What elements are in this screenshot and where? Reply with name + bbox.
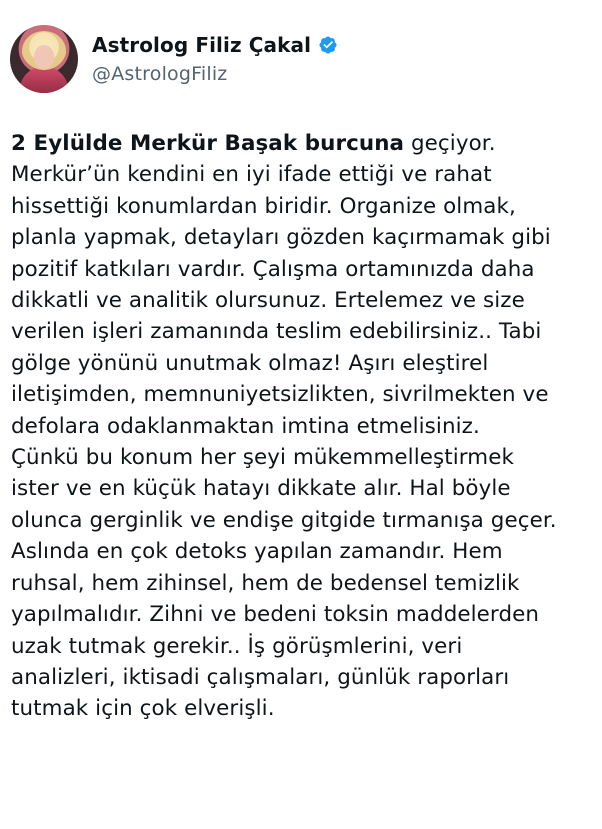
tweet-text-line: gölge yönünü unutmak olmaz! Aşırı eleştirel: [11, 350, 489, 376]
tweet-text-bold-intro: 2 Eylülde Merkür Başak burcuna: [11, 131, 405, 156]
tweet-text-line: dikkatli ve analitik olursunuz. Ertelemez ve size: [11, 288, 525, 314]
tweet-text-line: iletişimden, memnuniyetsizlikten, sivrilmekten ve: [11, 382, 549, 408]
author-handle[interactable]: @AstrologFiliz: [92, 63, 228, 85]
tweet-text-line: hissettiği konumlardan biridir. Organize olmak,: [11, 193, 516, 219]
tweet-text-line: Aslında en çok detoks yapılan zamandır. Hem: [11, 539, 503, 565]
tweet-text-line: uzak tutmak gerekir.. İş görüşmlerini, veri: [11, 633, 463, 659]
author-name-row: [92, 33, 338, 57]
tweet-text-line-1: [11, 128, 595, 159]
tweet-text-intro-rest: geçiyor.: [404, 131, 496, 156]
tweet-text-line: verilen işleri zamanında teslim edebilirsiniz.. Tabi: [11, 319, 542, 345]
tweet-text-line: yapılmalıdır. Zihni ve bedeni toksin maddelerden: [11, 602, 540, 628]
author-names: [92, 25, 338, 85]
author-display-name[interactable]: Astrolog Filiz Çakal: [92, 33, 312, 57]
tweet-text-line: ruhsal, hem zihinsel, hem de bedensel temizlik: [11, 570, 520, 596]
tweet-text-line: analizleri, iktisadi çalışmaları, günlük raporları: [11, 664, 510, 690]
tweet-text-line: Çünkü bu konum her şeyi mükemmelleştirmek: [11, 445, 514, 471]
tweet-text-line: defolara odaklanmaktan imtina etmelisiniz.: [11, 413, 480, 439]
verified-badge-svg: [318, 35, 338, 55]
tweet-text-line: Merkür’ün kendini en iyi ifade ettiği ve rahat: [11, 162, 492, 188]
tweet-text-line: ister ve en küçük hatayı dikkate alır. Hal böyle: [11, 476, 511, 502]
author-avatar[interactable]: [10, 25, 78, 93]
tweet-text-line: tutmak için çok elverişli.: [11, 696, 275, 722]
tweet-text: [11, 128, 595, 725]
tweet-text-line: pozitif katkıları vardır. Çalışma ortamınızda daha: [11, 256, 535, 282]
tweet-text-line: olunca gerginlik ve endişe gitgide tırmanışa geçer.: [11, 507, 557, 533]
verified-badge-icon: [318, 35, 338, 55]
avatar-face-graphic: [34, 45, 54, 69]
tweet-header: [10, 25, 338, 95]
tweet-text-line: planla yapmak, detayları gözden kaçırmamak gibi: [11, 225, 551, 251]
